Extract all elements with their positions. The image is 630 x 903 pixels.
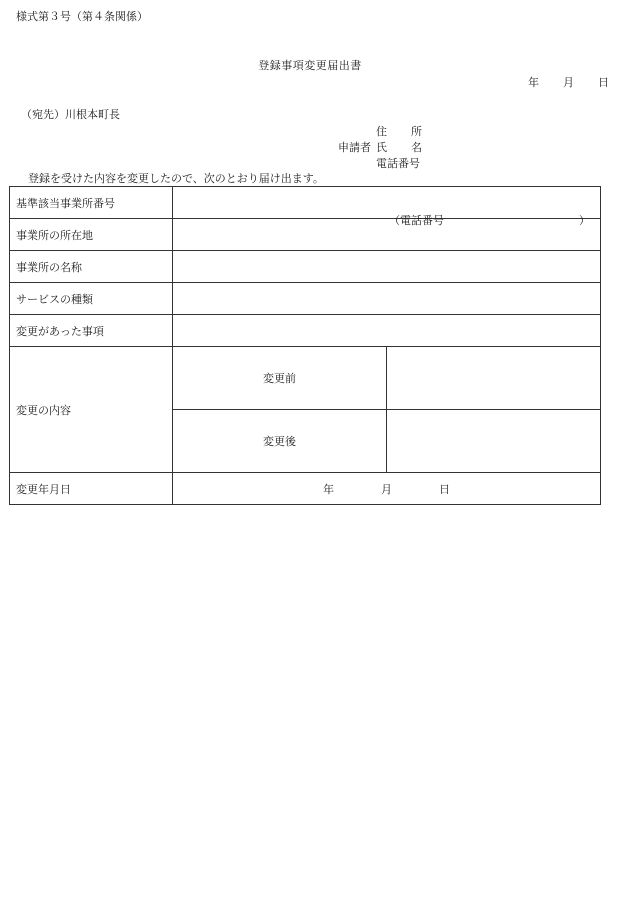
form-number: 様式第３号（第４条関係）: [16, 10, 148, 23]
table-row: [10, 251, 601, 283]
change-date-field[interactable]: [173, 473, 601, 505]
office-number-field[interactable]: [173, 187, 601, 219]
phone-label-text: 電話番号: [376, 157, 420, 170]
changed-item-field[interactable]: [173, 315, 601, 347]
phone-label: [376, 156, 422, 172]
change-date-year: 年: [323, 482, 334, 496]
table-row: [10, 473, 601, 505]
applicant-prefix: 申請者: [338, 141, 371, 154]
table-row: [10, 283, 601, 315]
addressee: （宛先）川根本町長: [21, 108, 120, 121]
table-row: [10, 219, 601, 251]
table-row: [10, 347, 601, 410]
applicant-block: [338, 124, 438, 172]
before-field[interactable]: [387, 347, 601, 410]
service-type-label: サービスの種類: [10, 283, 173, 315]
date-month-label: 月: [563, 76, 574, 89]
change-date-month: 月: [381, 482, 392, 496]
table-row: [10, 315, 601, 347]
document-title: 登録事項変更届出書: [258, 59, 362, 72]
applicant-phone-row: [338, 156, 438, 172]
change-content-label: 変更の内容: [10, 347, 173, 473]
name-label: [376, 140, 422, 156]
office-name-label: 事業所の名称: [10, 251, 173, 283]
after-label: 変更後: [173, 410, 387, 473]
office-name-field[interactable]: [173, 251, 601, 283]
address-label-b: 所: [411, 125, 422, 138]
submission-date: [528, 76, 609, 90]
intro-text: 登録を受けた内容を変更したので、次のとおり届け出ます。: [28, 172, 324, 185]
change-date-day: 日: [439, 482, 450, 496]
service-type-field[interactable]: [173, 283, 601, 315]
office-location-field[interactable]: [173, 214, 601, 251]
name-label-b: 名: [411, 141, 422, 154]
changed-item-label: 変更があった事項: [10, 315, 173, 347]
address-label-a: 住: [376, 125, 387, 138]
phone-open-text: （電話番号: [389, 214, 444, 227]
applicant-address-row: [338, 124, 438, 140]
before-label: 変更前: [173, 347, 387, 410]
address-label: [376, 124, 422, 140]
after-field[interactable]: [387, 410, 601, 473]
applicant-name-row: [338, 140, 438, 156]
change-form-table: [9, 186, 601, 505]
date-year-label: 年: [528, 76, 539, 89]
phone-close-text: ）: [579, 214, 590, 227]
office-number-label: 基準該当事業所番号: [10, 187, 173, 219]
table-row: [10, 187, 601, 219]
office-location-label: 事業所の所在地: [10, 219, 173, 251]
date-day-label: 日: [598, 76, 609, 89]
change-date-label: 変更年月日: [10, 473, 173, 505]
name-label-a: 氏: [376, 141, 387, 154]
